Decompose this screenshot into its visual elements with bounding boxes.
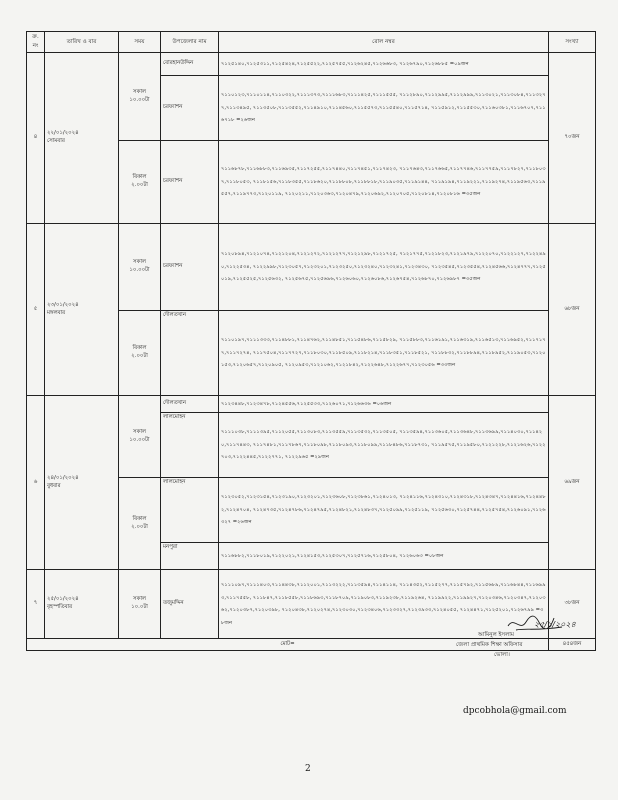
upazila-cell: মনপুরা (161, 543, 219, 570)
roll-numbers-cell: ৭১১৬৮৮২,৭১১৮০১৯,৭১২২০২১,৭১২৪১৫৩,৭১২৫৩০৭,৭১২৫৭১৬,৭১২৫৮০৪, ৭১২৬০৬৩ =০৮জন (219, 543, 549, 570)
header-time: সময় (119, 32, 161, 53)
roll-numbers-cell: ৭১১১০৯৭,৭১১১৪০৩,৭১১৪৪৩৮,৭১১২০০১,৭১১৩২২২,৭১১৩৫৯৪,৭১১৪১১৪, ৭১১৪৩৫২,৭১১৫২৭৭,৭১১৫৭৯২,৭১১৫৬৮৯,৭১১৬৮৪৪,৭১১৬৯৯৩,৭১১৭৫৫৮, ৭১১৮৪৭,৭১১৮৫৫৮,৭১১৮৬৯৩,৭১১৮৭০৯,৭১১৯০৮৩,৭১১৯২৩৮,৭১১৯২৬৪, ৭১১৯৯২২,৭১১৯৯২৭,৭১২০৩৪৬,৭১২০৩৪৭,৭১২০৩৬২,৭১২০৩৮৭,৭১২০৩৯৮, ৭১২০৪৩৮,৭১২০২৭৪,৭১২৩০৩০,৭১২৩৪০৬,৭১২৩৩২৭,৭১২৩৯৩৩,৭১২৪০৫৫, ৭১২৪৪৭১,৭১২৫২০১,৭১২৬৭৯৯ =৩৮জন (219, 570, 549, 639)
roll-numbers-cell: ৭১২০৮৯৪,৭১২১০৭৪,৭১২১২০৪,৭১২১২৭২,৭১২১২৭৭,৭১২১২৯৮,৭১২১৭২৫, ৭১২১৭৭৫,৭১২১৮২৩,৭১২১৯৭৯,৭১২২০৭০,৭১২২১২৭,৭১২২৪৯০,৭১২২৫৩৪, ৭১২২৯৯৮,৭১২৩০৫৭,৭১২৩২০১,৭১২৩২৫০,৭১২৩২৪০,৭১২৩২৪১,৭১২৩৪৩০, ৭১২৩৫৪৫,৭১২৩৫৫৪,৭১২৪৫৬৬,৭১২৪৭৭৭,৭১২৫০১৯,৭১২৫৫২৫,৭১২৫৬৩২, ৭১২৫৬৭৫,৭১২৫৬৯৬,৭১২৬০৬০,৭১২৬০৮৬,৭১২৬৭৫৪,৭১২৬৮৭০,৭১২৬৯৮৭ =৩৫জন (219, 224, 549, 311)
count-cell: ৩৮জন (549, 570, 596, 639)
session-label: বিকাল (132, 174, 147, 180)
serial-cell: ৭ (27, 570, 45, 639)
schedule-table (26, 31, 596, 651)
page-number: 2 (305, 764, 311, 774)
count-cell: ৭০জন (549, 53, 596, 224)
session-label: সকাল (133, 428, 146, 435)
email-link[interactable]: dpcobhola@gmail.com (463, 706, 567, 716)
time-cell (119, 311, 161, 396)
time-cell (119, 53, 161, 141)
upazila-cell: লালমোহন (161, 413, 219, 478)
date-cell (45, 224, 119, 396)
session-label: বিকাল (132, 345, 147, 351)
table-row (27, 224, 596, 311)
session-label: সকাল (133, 596, 146, 602)
upazila-cell: দৌলতখান (161, 396, 219, 413)
roll-numbers-cell: ৭১১৬৮৭৮,৭১১৬৮৮৩,৭১১৬৯৩৫,৭১১৭২৫৫,৭১১৭৪৪০,৭১১৭৪৫১,৭১১৭৪২৩, ৭১১৭৬৪৩,৭১১৭৬৬৫,৭১১৭৭৪৬,৭১১৭৭৫৯,৭১১৭৮২৭,৭১১৮০৩৭,৭১১৮০৫৩, ৭১১৮১৫৬,৭১১৮৩৫৫,৭১১৮৬২০,৭১১৮৮০৮,৭১১৮৮১৮,৭১১৯০৩৫,৭১১৯১৪৪, ৭১১৯১৯৪,৭১১৯২২১,৭১১৯২৭৪,৭১১৯৫৬৩,৭১১৯৫৫৭,৭১১৯৭৭৩,৭১২০১১৯, ৭১২০২১১,৭১২০৩৬৩,৭১২০৪৭৯,৭১২০৬৯২,৭১২০৭০৫,৭১২০৮১৪,৭১২০৮১৬ =৩৫জন (219, 141, 549, 224)
table-row (27, 53, 596, 76)
time-cell (119, 224, 161, 311)
signature-block (456, 630, 522, 660)
signatory-place: ভোলা। (494, 652, 510, 658)
upazila-cell: চরফ্যাশন (161, 141, 219, 224)
date-text: ২৪/০১/২০২৪ (47, 474, 79, 481)
session-clock: ১০.০০টা (129, 267, 150, 273)
upazila-cell: তজুমদ্দিন (161, 570, 219, 639)
total-count: ৪৫৪জন (549, 639, 596, 651)
signature-date: ২৫/১/২০২৪ (534, 620, 576, 629)
serial-cell: ৫ (27, 224, 45, 396)
weekday-text: মঙ্গলবার (47, 309, 66, 316)
serial-cell: ৬ (27, 396, 45, 570)
upazila-cell: লালমোহন (161, 478, 219, 543)
roll-numbers-cell: ৭১২৩০৫২,৭১২৩১৫৪,৭১২৩১৯০,৭১২৩২০১,৭১২৩৬০৮,৭১২৩৮৬১,৭১২৪০১৩, ৭১২৪১১৬,৭১২৪৩১০,৭১২৪৩১৮,৭১২৪৩৪৭,৭১২৪৪১৬,৭১২৪৪৮২,৭১২৪৭০৪, ৭১২৪৭৩৫,৭১২৪৭৮৬,৭১২৪৭৯৫,৭১২৪৮২১,৭১২৪৮৩৭,৭১২৫০৯৯,৭১২৫১১৯, ৭১২৫৬৩০,৭১২৫৭৪৪,৭১২৫৭৫৪,৭১২৬০৯১,৭১২৬৩২৭ =২৬জন (219, 478, 549, 543)
count-cell: ৬৯জন (549, 396, 596, 570)
header-date-day: তারিখ ও বার (45, 32, 119, 53)
roll-numbers-cell: ৭১১০১৯৭,৭১১১৩৩৩,৭১১৪৮৮১,৭১১৪৭৬২,৭১১৪৮৫১,৭১১৫৪৮৬,৭১১৫৮২৯, ৭১১৫৮৮৩,৭১১৬১৯১,৭১১৬৩১৯,৭১১৬৫১৩,৭১১৬৯৫২,৭১১৭১৭৭,৭১১৭২৭৪, ৭১১৭৫০৪,৭১১৭৭২৭,৭১১৮০৩০,৭১১৮৫০৯,৭১১৮২১৪,৭১১৮৩৫১,৭১১৮৫২১, ৭১১৮৮৩২,৭১১৮৮৯৪,৭১১৮৯৫২,৭১১৯০৫৩,৭১২০১৫৩,৭১২০৬৫৭,৭১২০৯০৫, ৭১২০৯৫৩,৭১২১০৬২,৭১২১৮৪২,৭১২২৬৪৮,৭১২২৬৭৭,৭১২৩০৫৬ =৩৩জন (219, 311, 549, 396)
time-cell (119, 478, 161, 570)
table-row (27, 396, 596, 413)
weekday-text: বুধবার (47, 482, 61, 489)
session-clock: ২.০০টা (131, 182, 148, 188)
date-cell (45, 570, 119, 639)
header-count: সংখ্যা (549, 32, 596, 53)
count-cell: ৬৮জন (549, 224, 596, 396)
total-label: মোট= (27, 639, 549, 651)
date-cell (45, 396, 119, 570)
date-text: ২২/০১/২০২৪ (47, 130, 79, 136)
session-clock: ১০.০টা (131, 604, 148, 610)
session-label: সকাল (133, 88, 146, 95)
signatory-title: জেলা প্রাথমিক শিক্ষা অফিসার (456, 642, 523, 648)
header-upazila: উপজেলার নাম (161, 32, 219, 53)
roll-numbers-cell: ৭১২৩৪৪৮,৭১২৩৪৭৮,৭১২৪৫৫৬,৭১২৫৫৩৩,৭১২৬০৭১,৭১২৬৬৩৬ =০৬জন (219, 396, 549, 413)
time-cell (119, 570, 161, 639)
time-cell (119, 141, 161, 224)
upazila-cell: চরফ্যাশন (161, 224, 219, 311)
header-serial: ক্র. নং (27, 32, 45, 53)
session-clock: ২.০০টা (131, 523, 148, 530)
date-cell (45, 53, 119, 224)
session-clock: ১০.০০টা (129, 96, 150, 103)
weekday-text: বৃহস্পতিবার (47, 604, 73, 610)
session-clock: ১০.০০টা (129, 436, 150, 443)
upazila-cell: দৌলতখান (161, 311, 219, 396)
roll-numbers-cell: ৭১২৫১৪০,৭১২৫৩১১,৭১২৫৪২৪,৭১২৫৫২২,৭১২৫৭৫৫,৭১২৬২৪৫,৭১২৬৬৮৩, ৭১২৬৭৯০,৭১২৬৮৮৫ =০৯জন (219, 53, 549, 76)
upazila-cell: চরফ্যাশন (161, 76, 219, 141)
header-row (27, 32, 596, 53)
serial-cell: ৪ (27, 53, 45, 224)
session-label: সকাল (133, 259, 146, 265)
signatory-name: আমিনুল ইসলাম (478, 632, 515, 638)
header-roll-numbers: রোল নম্বর (219, 32, 549, 53)
upazila-cell: বোরহানউদ্দিন (161, 53, 219, 76)
time-cell (119, 396, 161, 478)
weekday-text: সোমবার (47, 138, 65, 144)
session-clock: ২.০০টা (131, 353, 148, 359)
date-text: ২৩/০১/২০২৪ (47, 301, 79, 308)
date-text: ২৫/০১/২০২৪ (47, 596, 79, 602)
roll-numbers-cell: ৭১১০১২৩,৭১১০১১৪,৭১১০৩২২,৭১১১৩৭৩,৭১১১৬৮৩,৭১১১৪২৫,৭১১১৫৫৫, ৭১১২৮৯০,৭১১২৯৯৫,৭১১২৯৯৯,৭১১৩০২১,৭১১৩০৮৪,৭১১৩২৭৭,৭১১৩৪৯৫, ৭১১৩৫০৮,৭১১৩৫৫২,৭১১৪৯১০,৭১১৪৫৬০,৭১১৫৫৭৩,৭১১৫৫৪০,৭১১৫৭১৪, ৭১১৫৯১২,৭১১৫৫৩০,৭১১৬০৩৮১,৭১১৬৭০৭,৭১১৬৭১৮ =২৬জন (219, 76, 549, 141)
session-label: বিকাল (132, 515, 147, 522)
roll-numbers-cell: ৭১১১০৩৮,৭১১১৩৯৫,৭১১২০৫৫,৭১১৩০৮৩,৭১১৩৫৫৯,৭১১৩৫৩২,৭১১৩৫০৫, ৭১১৩৫৯৪,৭১১৩৬০৫,৭১১৩৬৪৮,৭১১৩৬৯৯,৭১১৪০৩০,৭১১৪২০,৭১১৭৪৪৩, ৭১১৭৪৮১,৭১১৭৮৬৭,৭১১৮০৯৮,৭১১৮০৯৩,৭১১৮০৯৯,৭১১৮৪৮৬,৭১১৮৭৩১, ৭১১৯৫৭৫,৭১১৯৫৮০,৭১২১২২৮,৭১২১৬২৬,৭১২২৭০৩,৭১২২৪৪৫,৭১২২৭৭১, ৭১২২৯৬৫ =২৯জন (219, 413, 549, 478)
